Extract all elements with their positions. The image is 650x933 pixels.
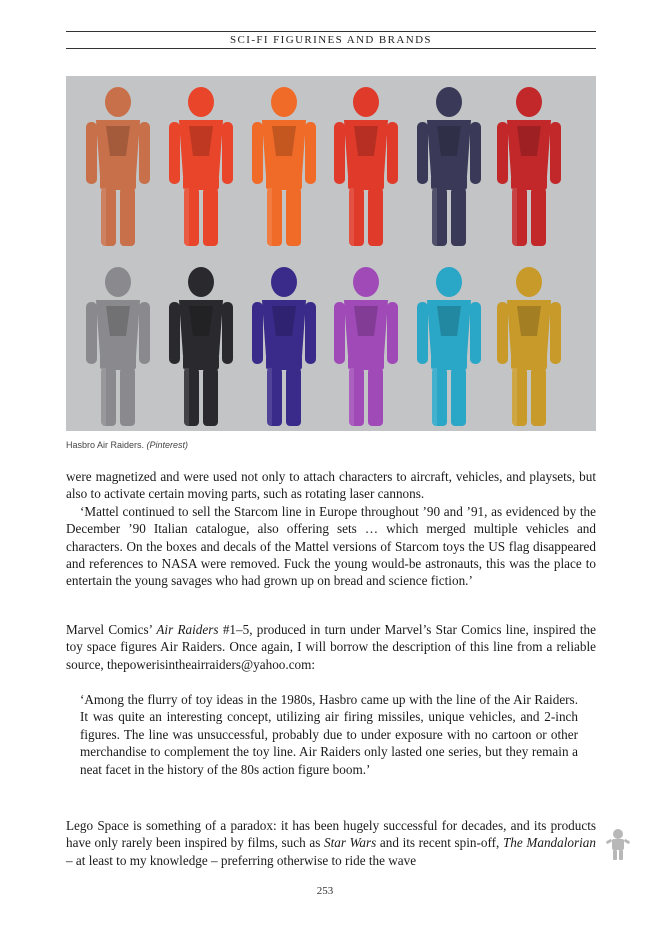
paragraph-2-text <box>66 621 596 673</box>
block-quote <box>80 691 578 778</box>
action-figure-bottom-3 <box>252 267 316 426</box>
paragraph-2 <box>66 621 596 673</box>
action-figure-top-1 <box>86 87 150 246</box>
action-figure-top-5 <box>417 87 481 246</box>
action-figures-image <box>66 76 596 431</box>
p4-title-1: Star Wars <box>323 835 377 851</box>
action-figure-top-3 <box>252 87 316 246</box>
block-quote-text: ‘Among the flurry of toy ideas in the 1980s, Hasbro came up with the line of the Air Raiders. It was quite an interesting concept, utilizing air firing missiles, unique vehicles, and 2-inch figures. The line was unsuccessful, probably due to under exposure with no cartoon or other merchandise to complement the toy line. Air Raiders only lasted one series, but they remain a neat facet in the history of the 80s action figure boom.’ <box>80 692 578 777</box>
action-figure-bottom-1 <box>86 267 150 426</box>
caption-source: (Pinterest) <box>146 440 189 450</box>
action-figure-bottom-4 <box>334 267 398 426</box>
header-rule-top <box>66 31 596 32</box>
page-number: 253 <box>316 885 334 897</box>
p4-c: – at least to my knowledge – preferring otherwise to ride the wave <box>66 852 417 868</box>
paragraph-4 <box>66 817 596 869</box>
figure-photo <box>66 76 596 431</box>
action-figure-top-6 <box>497 87 561 246</box>
running-head: SCI-FI FIGURINES AND BRANDS <box>230 34 432 46</box>
p4-a: Lego Space is something of a paradox: it has been hugely successful for decades, and its products have only rarely been inspired by films, such as <box>66 818 596 851</box>
paragraph-1-quote: ‘Mattel continued to sell the Starcom line in Europe throughout ’90 and ’91, as evidenced by the December ’90 Italian catalogue, also offering sets … which merged multiple vehicles and characters. On the boxes and decals of the Mattel versions of Starcom toys the US flag disappeared and references to NASA were removed. Fuck the young would-be astronauts, this was the place to entertain the young savages who had grown up on bread and science fiction.’ <box>66 503 596 589</box>
action-figure-bottom-6 <box>497 267 561 426</box>
paragraph-1-line: were magnetized and were used not only to attach characters to aircraft, vehicles, and playsets, but also to activate certain moving parts, such as rotating laser cannons. <box>66 469 596 502</box>
p2-before: Marvel Comics’ <box>66 622 157 637</box>
paragraph-1 <box>66 468 596 590</box>
action-figure-top-4 <box>334 87 398 246</box>
p4-title-2: The Mandalorian <box>502 835 596 851</box>
paragraph-4-text <box>66 817 596 869</box>
p2-after: #1–5, produced in turn under Marvel’s Star Comics line, inspired the toy space figures Air Raiders. Once again, I will borrow the description of this line from a reliable source, thepowerisintheairraiders@yahoo.com: <box>66 622 596 672</box>
p4-b: and its recent spin-off, <box>376 835 503 851</box>
p2-title: Air Raiders <box>156 622 219 637</box>
action-figure-bottom-2 <box>169 267 233 426</box>
header-rule-bottom <box>66 48 596 49</box>
figure-caption <box>66 440 188 450</box>
astronaut-figure-icon <box>603 828 633 862</box>
action-figure-bottom-5 <box>417 267 481 426</box>
action-figure-top-2 <box>169 87 233 246</box>
caption-text: Hasbro Air Raiders. <box>66 440 145 450</box>
